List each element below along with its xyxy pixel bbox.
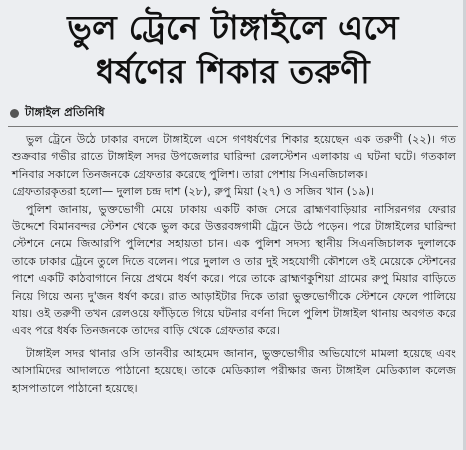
headline-line-2: ধর্ষণের শিকার তরুণী (96, 52, 370, 91)
headline (0, 0, 466, 94)
byline-text: টাঙ্গাইল প্রতিনিধি (25, 104, 105, 119)
divider (8, 126, 458, 127)
headline-line-1: ভুল ট্রেনে টাঙ্গাইলে এসে (67, 8, 399, 47)
byline (10, 104, 466, 122)
article-body (12, 131, 456, 397)
paragraph-4: টাঙ্গাইল সদর থানার ওসি তানবীর আহমেদ জানান, ভুক্তভোগীর অভিযোগে মামলা হয়েছে এবং আসামিদের আদালতে পাঠানো হয়েছে। তাকে মেডিক্যাল পরীক্ষার জন্য টাঙ্গাইল মেডিক্যাল কলেজ হাসপাতালে পাঠানো হয়েছে। (12, 346, 456, 395)
paragraph-1: ভুল ট্রেনে উঠে ঢাকার বদলে টাঙ্গাইলে এসে গণধর্ষণের শিকার হয়েছেন এক তরুণী (২২)। গত শুক্রবার গভীর রাতে টাঙ্গাইল সদর উপজেলার ঘারিন্দা রেলস্টেশন এলাকায় এ ঘটনা ঘটে। গতকাল শনিবার সকালে তিনজনকে গ্রেফতার করেছে পুলিশ। তারা পেশায় সিএনজিচালক। (12, 133, 456, 181)
paragraph-2: গ্রেফতারকৃতরা হলো— দুলাল চন্দ্র দাশ (২৮), রুপু মিয়া (২৭) ও সজিব খান (১৯)। (12, 185, 375, 199)
paragraph-3: পুলিশ জানায়, ভুক্তভোগী মেয়ে ঢাকায় একটি কাজ সেরে ব্রাহ্মণবাড়িয়ার নাসিরনগর ফেরার উদ্দেশে বিমানবন্দর স্টেশন থেকে ভুল করে উত্তরবঙ্গগামী ট্রেনে উঠে পড়েন। পরে টাঙ্গাইলের ঘারিন্দা স্টেশনে নেমে জিআরপি পুলিশের সহায়তা চান। এক পুলিশ সদস্য স্থানীয় সিএনজিচালক দুলালকে তাকে ঢাকার ট্রেনে তুলে দিতে বলেন। পরে দুলাল ও তার দুই সহযোগী কৌশলে ওই মেয়েকে স্টেশনের পাশে একটি কাঠবাগানে নিয়ে প্রথমে ধর্ষণ করে। পরে তাকে ব্রাহ্মণকুশিয়া গ্রামের রুপু মিয়ার বাড়িতে নিয়ে গিয়ে অন্য দু'জন ধর্ষণ করে। রাত আড়াইটার দিকে তারা ভুক্তভোগীকে স্টেশনে ফেলে পালিয়ে যায়। ওই তরুণী তখন রেলওয়ে ফাঁড়িতে গিয়ে ঘটনার বর্ণনা দিলে পুলিশ টাঙ্গাইল থানায় অবগত করে এবং পরে ধর্ষক তিনজনকে তাদের বাড়ি থেকে গ্রেফতার করে। (12, 202, 456, 338)
bullet-icon (10, 109, 19, 118)
